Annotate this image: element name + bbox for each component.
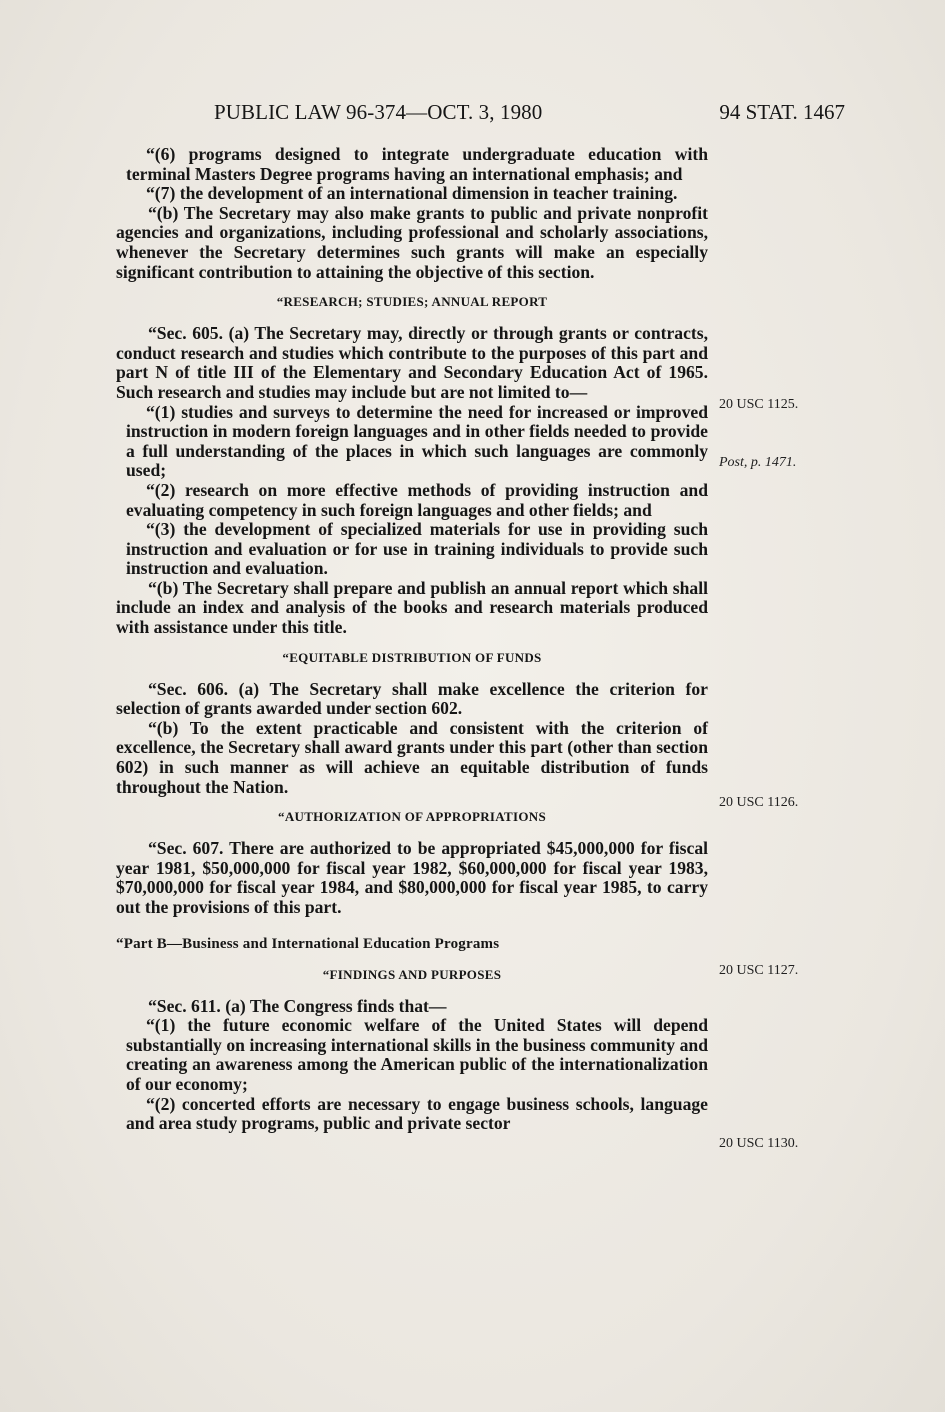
margin-note-usc-1126: 20 USC 1126.: [719, 795, 799, 810]
page-header: [0, 100, 945, 130]
header-title: PUBLIC LAW 96-374—OCT. 3, 1980: [214, 100, 543, 124]
section-607-label: “Sec. 607.: [148, 838, 224, 859]
margin-note-usc-1125: 20 USC 1125.: [719, 397, 799, 412]
margin-note-usc-1127: 20 USC 1127.: [719, 963, 799, 978]
margin-note-usc-1130: 20 USC 1130.: [719, 1136, 799, 1151]
item-611-1: “(1) the future economic welfare of the United States will depend substantially on increasing international skills in the business community and creating an awareness among the American public of the internationalization of our economy;: [126, 1015, 708, 1094]
item-605-3: “(3) the development of specialized materials for use in providing such instruction and evaluation or for use in training individuals to provide such instruction and evaluation.: [126, 519, 708, 579]
heading-findings: “FINDINGS AND PURPOSES: [322, 966, 502, 982]
section-605-label: “Sec. 605.: [148, 323, 223, 344]
section-606-a: [116, 680, 708, 719]
item-6: “(6) programs designed to integrate undergraduate education with terminal Masters Degree programs having an international emphasis; and: [126, 144, 708, 184]
section-605-a-text: (a) The Secretary may, directly or through grants or contracts, conduct research and studies which contribute to the purposes of this part and part N of title III of the Elementary and Secondary Education Act of 1965. Such research and studies may include but are not limited to—: [116, 323, 708, 402]
item-7: “(7) the development of an international dimension in teacher training.: [146, 183, 678, 204]
section-605-a: [116, 324, 708, 402]
item-611-2: “(2) concerted efforts are necessary to engage business schools, language and area study programs, public and private sector: [126, 1093, 708, 1134]
section-607-text: There are authorized to be appropriated $45,000,000 for fiscal year 1981, $50,000,000 for fiscal year 1982, $60,000,000 for fiscal year 1983, $70,000,000 for fiscal year 1984, and $80,000,000 for fiscal year 1985, to carry out the provisions of this part.: [116, 838, 709, 917]
section-606-a-text: (a) The Secretary shall make excellence the criterion for selection of grants awarded under section 602.: [116, 678, 708, 719]
item-605-1: “(1) studies and surveys to determine the need for increased or improved instruction in modern foreign languages and in other fields needed to provide a full understanding of the places in which such languages are commonly used;: [126, 401, 708, 481]
section-611-a: [116, 997, 708, 1017]
section-611-a-text: (a) The Congress finds that—: [225, 995, 447, 1016]
section-606-label: “Sec. 606.: [148, 678, 229, 699]
margin-note-post-1471: Post, p. 1471.: [719, 455, 797, 470]
heading-equitable: “EQUITABLE DISTRIBUTION OF FUNDS: [282, 649, 542, 665]
header-stat-citation: 94 STAT. 1467: [719, 100, 845, 124]
section-611-label: “Sec. 611.: [148, 995, 221, 1016]
part-b-heading: “Part B—Business and International Education Programs: [116, 935, 500, 952]
heading-authorization: “AUTHORIZATION OF APPROPRIATIONS: [278, 809, 546, 825]
heading-research: “RESEARCH; STUDIES; ANNUAL REPORT: [276, 294, 548, 310]
item-605-2: “(2) research on more effective methods of providing instruction and evaluating competency in such foreign languages and other fields; and: [126, 479, 708, 520]
body-text: [116, 145, 708, 1134]
paragraph-606-b: “(b) To the extent practicable and consistent with the criterion of excellence, the Secretary shall award grants under this part (other than section 602) in such manner as will achieve an equitable distribution of funds throughout the Nation.: [116, 717, 708, 797]
section-607: [116, 839, 708, 917]
paragraph-605-b: “(b) The Secretary shall prepare and publish an annual report which shall include an index and analysis of the books and research materials produced with assistance under this title.: [116, 577, 708, 638]
paragraph-b-grants: “(b) The Secretary may also make grants to public and private nonprofit agencies and organizations, including professional and scholarly associations, whenever the Secretary determines such grants will make an especially significant contribution to attaining the objective of this section.: [116, 202, 708, 282]
